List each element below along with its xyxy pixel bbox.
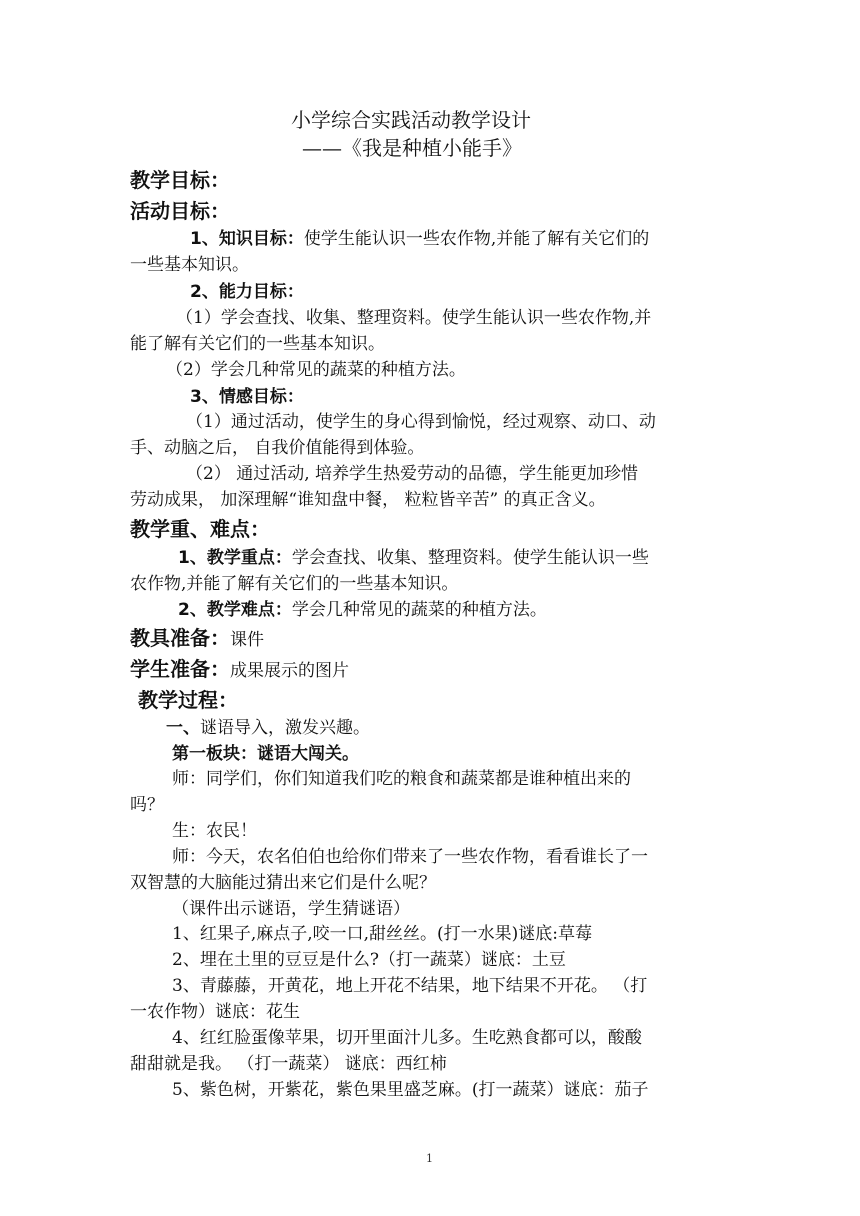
student-prep-text: 成果展示的图片 xyxy=(230,661,349,681)
block-1-title: 第一板块：谜语大闯关。 xyxy=(172,744,359,764)
emotion-goal-item-2-cont: 劳动成果， 加深理解“谁知盘中餐， 粒粒皆辛苦” 的真正含义。 xyxy=(130,490,606,510)
ability-goal-item-2: （2）学会几种常见的蔬菜的种植方法。 xyxy=(166,360,466,380)
ability-goal-item-1: （1）学会查找、收集、整理资料。使学生能认识一些农作物,并 xyxy=(176,308,652,328)
process-step-1-label: 一、 xyxy=(166,718,200,738)
knowledge-goal-line xyxy=(190,227,649,251)
doc-title: 小学综合实践活动教学设计 xyxy=(291,108,531,132)
process-step-1-text: 谜语导入，激发兴趣。 xyxy=(200,718,370,738)
riddle-3-cont: 一农作物）谜底：花生 xyxy=(130,1002,300,1022)
page-number: 1 xyxy=(426,1152,433,1165)
riddle-5: 5、紫色树，开紫花，紫色果里盛芝麻。(打一蔬菜）谜底：茄子 xyxy=(172,1080,649,1100)
teaching-tools-label: 教具准备： xyxy=(130,626,230,650)
teaching-tools-text: 课件 xyxy=(230,630,264,650)
student-prep-label: 学生准备： xyxy=(130,657,230,681)
riddle-2: 2、埋在土里的豆豆是什么?（打一蔬菜）谜底：土豆 xyxy=(172,950,566,970)
knowledge-goal-label: 1、知识目标： xyxy=(190,229,304,249)
ability-goal-label: 2、能力目标： xyxy=(190,282,304,302)
emotion-goal-item-1-cont: 手、动脑之后， 自我价值能得到体验。 xyxy=(130,438,425,458)
student-prep-line xyxy=(130,655,349,685)
teaching-tools-line xyxy=(130,624,264,654)
knowledge-goal-text-cont: 一些基本知识。 xyxy=(130,255,249,275)
difficulty-line xyxy=(178,598,547,622)
key-point-text-cont: 农作物,并能了解有关它们的一些基本知识。 xyxy=(130,574,459,594)
process-step-1 xyxy=(166,716,370,740)
riddle-1: 1、红果子,麻点子,咬一口,甜丝丝。(打一水果)谜底:草莓 xyxy=(172,924,593,944)
difficulty-label: 2、教学难点： xyxy=(178,600,292,620)
knowledge-goal-text: 使学生能认识一些农作物,并能了解有关它们的 xyxy=(303,229,650,249)
student-line-1: 生：农民！ xyxy=(172,821,257,841)
emotion-goal-item-1: （1）通过活动，使学生的身心得到愉悦，经过观察、动口、动 xyxy=(186,412,656,432)
heading-teaching-process: 教学过程： xyxy=(138,688,238,712)
difficulty-text: 学会几种常见的蔬菜的种植方法。 xyxy=(291,600,547,620)
key-point-text: 学会查找、收集、整理资料。使学生能认识一些 xyxy=(291,548,649,568)
emotion-goal-label: 3、情感目标： xyxy=(190,387,304,407)
ability-goal-item-1-cont: 能了解有关它们的一些基本知识。 xyxy=(130,334,385,354)
teacher-line-2-cont: 双智慧的大脑能过猜出来它们是什么呢？ xyxy=(130,873,436,893)
courseware-note: （课件出示谜语，学生猜谜语） xyxy=(172,899,410,919)
doc-subtitle: ——《我是种植小能手》 xyxy=(302,136,522,160)
riddle-4: 4、红红脸蛋像苹果，切开里面汁儿多。生吃熟食都可以，酸酸 xyxy=(172,1028,642,1048)
key-point-line xyxy=(178,546,649,570)
heading-teaching-goals: 教学目标： xyxy=(130,168,230,192)
heading-activity-goals: 活动目标： xyxy=(130,199,230,223)
teacher-line-1: 师：同学们，你们知道我们吃的粮食和蔬菜都是谁种植出来的 xyxy=(172,769,631,789)
riddle-3: 3、青藤藤，开黄花，地上开花不结果，地下结果不开花。 （打 xyxy=(172,976,648,996)
teacher-line-1-cont: 吗？ xyxy=(130,795,164,815)
riddle-4-cont: 甜甜就是我。 （打一蔬菜） 谜底：西红柿 xyxy=(130,1054,447,1074)
teacher-line-2: 师：今天，农名伯伯也给你们带来了一些农作物，看看谁长了一 xyxy=(172,847,648,867)
key-point-label: 1、教学重点： xyxy=(178,548,292,568)
heading-key-points: 教学重、难点： xyxy=(130,517,270,541)
emotion-goal-item-2: （2） 通过活动, 培养学生热爱劳动的品德，学生能更加珍惜 xyxy=(186,464,639,484)
